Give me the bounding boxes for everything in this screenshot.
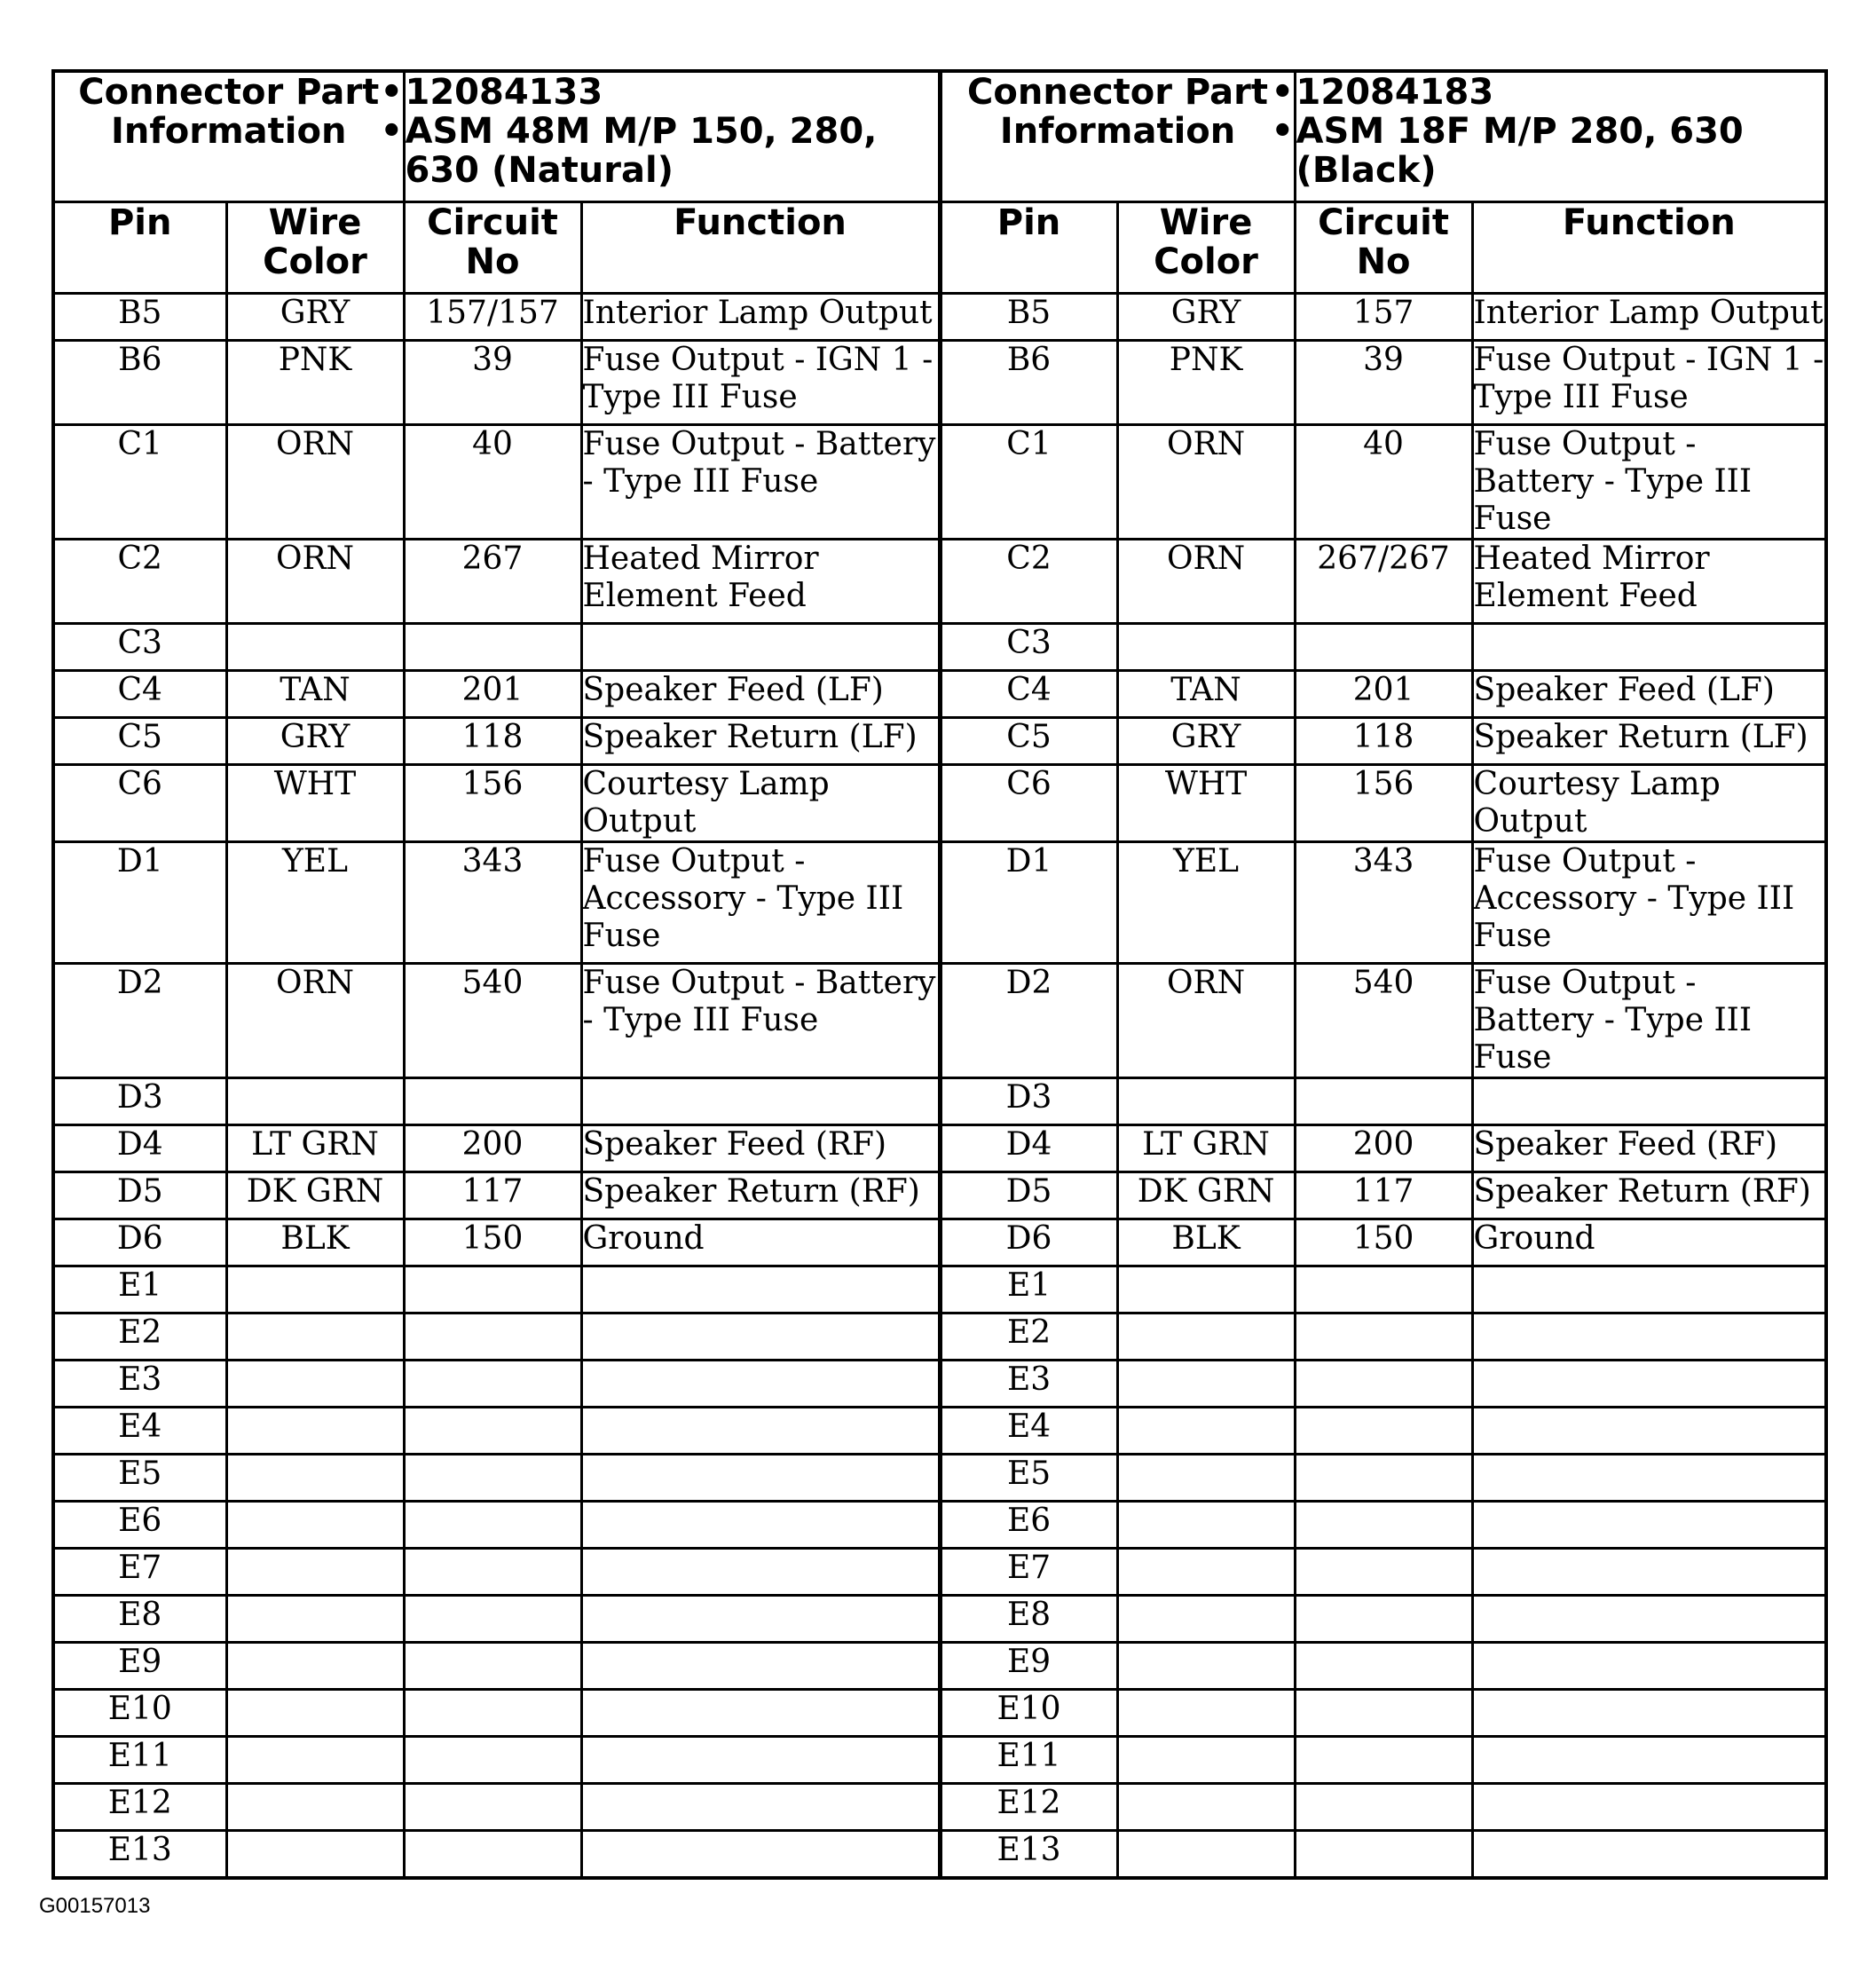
- right-circuit-no-cell: [1295, 1549, 1472, 1596]
- left-wire-color-cell: LT GRN: [226, 1125, 404, 1172]
- right-circuit-no-cell: [1295, 1266, 1472, 1314]
- left-part-number-text: 12084133: [405, 72, 603, 113]
- right-wire-color-cell: ORN: [1117, 540, 1295, 624]
- right-wire-color-cell: [1117, 1078, 1295, 1125]
- right-circuit-no-cell: [1295, 1502, 1472, 1549]
- left-pin-cell: D5: [53, 1172, 226, 1219]
- left-wire-color-cell: [226, 1078, 404, 1125]
- left-part-info: [380, 71, 940, 202]
- right-connector-label: Connector Part Information: [940, 71, 1295, 202]
- left-wire-color-cell: YEL: [226, 842, 404, 964]
- left-col-wire-color: Wire Color: [226, 202, 404, 294]
- right-pin-cell: D3: [940, 1078, 1117, 1125]
- right-function-cell: [1472, 1455, 1826, 1502]
- left-function-cell: [581, 1831, 940, 1879]
- right-function-cell: [1472, 1784, 1826, 1831]
- left-wire-color-cell: TAN: [226, 671, 404, 718]
- left-pin-cell: C2: [53, 540, 226, 624]
- right-wire-color-cell: [1117, 1831, 1295, 1879]
- table-row: [53, 1219, 1826, 1266]
- right-pin-cell: C5: [940, 718, 1117, 765]
- left-pin-cell: C5: [53, 718, 226, 765]
- left-wire-color-cell: [226, 1549, 404, 1596]
- left-circuit-no-cell: [404, 1549, 581, 1596]
- left-function-cell: [581, 1314, 940, 1361]
- left-wire-color-cell: [226, 1314, 404, 1361]
- right-circuit-no-cell: [1295, 1455, 1472, 1502]
- left-circuit-no-cell: [404, 624, 581, 671]
- left-function-cell: [581, 1455, 940, 1502]
- left-circuit-no-cell: 150: [404, 1219, 581, 1266]
- left-function-cell: [581, 624, 940, 671]
- left-function-cell: [581, 1643, 940, 1690]
- right-circuit-no-cell: [1295, 1596, 1472, 1643]
- left-pin-cell: E13: [53, 1831, 226, 1879]
- right-col-pin: Pin: [940, 202, 1117, 294]
- left-pin-cell: D6: [53, 1219, 226, 1266]
- left-pin-cell: E12: [53, 1784, 226, 1831]
- right-circuit-no-cell: 39: [1295, 341, 1472, 425]
- left-circuit-no-cell: [404, 1502, 581, 1549]
- left-pin-cell: C1: [53, 425, 226, 540]
- right-part-number-text: 12084183: [1296, 72, 1494, 113]
- right-function-cell: [1472, 624, 1826, 671]
- left-pin-cell: E10: [53, 1690, 226, 1737]
- left-circuit-no-cell: [404, 1314, 581, 1361]
- left-function-cell: [581, 1408, 940, 1455]
- left-circuit-no-cell: [404, 1408, 581, 1455]
- right-circuit-no-cell: 201: [1295, 671, 1472, 718]
- right-wire-color-cell: [1117, 1784, 1295, 1831]
- right-pin-cell: D6: [940, 1219, 1117, 1266]
- right-pin-cell: C3: [940, 624, 1117, 671]
- table-row: [53, 765, 1826, 842]
- left-wire-color-cell: [226, 1690, 404, 1737]
- table-row: [53, 1502, 1826, 1549]
- left-function-cell: Ground: [581, 1219, 940, 1266]
- table-row: [53, 1643, 1826, 1690]
- left-pin-cell: E11: [53, 1737, 226, 1784]
- left-col-function: Function: [581, 202, 940, 294]
- right-circuit-no-cell: 540: [1295, 964, 1472, 1078]
- table-row: [53, 1690, 1826, 1737]
- right-circuit-no-cell: [1295, 1361, 1472, 1408]
- right-pin-cell: C4: [940, 671, 1117, 718]
- left-function-cell: [581, 1266, 940, 1314]
- right-pin-cell: E5: [940, 1455, 1117, 1502]
- right-wire-color-cell: [1117, 624, 1295, 671]
- right-wire-color-cell: ORN: [1117, 425, 1295, 540]
- right-circuit-no-cell: [1295, 1831, 1472, 1879]
- right-circuit-no-cell: [1295, 1690, 1472, 1737]
- right-function-cell: Interior Lamp Output: [1472, 294, 1826, 341]
- left-function-cell: [581, 1361, 940, 1408]
- left-pin-cell: C6: [53, 765, 226, 842]
- right-circuit-no-cell: 118: [1295, 718, 1472, 765]
- connector-info-row: [53, 71, 1826, 202]
- right-function-cell: [1472, 1502, 1826, 1549]
- right-pin-cell: C6: [940, 765, 1117, 842]
- table-row: [53, 540, 1826, 624]
- right-pin-cell: E7: [940, 1549, 1117, 1596]
- left-wire-color-cell: [226, 1831, 404, 1879]
- left-function-cell: Heated Mirror Element Feed: [581, 540, 940, 624]
- left-wire-color-cell: [226, 624, 404, 671]
- left-circuit-no-cell: [404, 1737, 581, 1784]
- left-col-pin: Pin: [53, 202, 226, 294]
- left-wire-color-cell: ORN: [226, 540, 404, 624]
- right-circuit-no-cell: 343: [1295, 842, 1472, 964]
- left-function-cell: Speaker Feed (LF): [581, 671, 940, 718]
- table-row: [53, 1314, 1826, 1361]
- table-row: [53, 425, 1826, 540]
- right-pin-cell: C1: [940, 425, 1117, 540]
- table-row: [53, 341, 1826, 425]
- figure-id: G00157013: [39, 1894, 151, 1918]
- right-pin-cell: D1: [940, 842, 1117, 964]
- left-pin-cell: E3: [53, 1361, 226, 1408]
- left-wire-color-cell: [226, 1266, 404, 1314]
- connector-pinout-table: [51, 69, 1828, 1880]
- right-function-cell: Speaker Feed (RF): [1472, 1125, 1826, 1172]
- left-pin-cell: D4: [53, 1125, 226, 1172]
- left-circuit-no-cell: 118: [404, 718, 581, 765]
- right-pin-cell: E2: [940, 1314, 1117, 1361]
- right-pin-cell: E11: [940, 1737, 1117, 1784]
- left-connector-label: Connector Part Information: [53, 71, 404, 202]
- right-function-cell: Courtesy Lamp Output: [1472, 765, 1826, 842]
- left-circuit-no-cell: 343: [404, 842, 581, 964]
- table-row: [53, 718, 1826, 765]
- left-wire-color-cell: DK GRN: [226, 1172, 404, 1219]
- right-circuit-no-cell: 117: [1295, 1172, 1472, 1219]
- right-function-cell: [1472, 1408, 1826, 1455]
- right-pin-cell: D5: [940, 1172, 1117, 1219]
- right-circuit-no-cell: [1295, 1078, 1472, 1125]
- table-row: [53, 1737, 1826, 1784]
- left-circuit-no-cell: [404, 1784, 581, 1831]
- left-circuit-no-cell: 201: [404, 671, 581, 718]
- right-wire-color-cell: [1117, 1502, 1295, 1549]
- right-circuit-no-cell: [1295, 1643, 1472, 1690]
- right-function-cell: [1472, 1549, 1826, 1596]
- left-pin-cell: E9: [53, 1643, 226, 1690]
- right-wire-color-cell: [1117, 1314, 1295, 1361]
- bullet-icon: •: [1271, 111, 1295, 152]
- right-circuit-no-cell: 40: [1295, 425, 1472, 540]
- left-wire-color-cell: BLK: [226, 1219, 404, 1266]
- right-circuit-no-cell: [1295, 1737, 1472, 1784]
- left-pin-cell: D1: [53, 842, 226, 964]
- right-part-description: [1271, 111, 1825, 191]
- table-row: [53, 1125, 1826, 1172]
- left-part-description: [380, 111, 938, 191]
- left-pin-cell: D2: [53, 964, 226, 1078]
- left-wire-color-cell: ORN: [226, 964, 404, 1078]
- bullet-icon: •: [380, 72, 404, 113]
- left-circuit-no-cell: [404, 1078, 581, 1125]
- right-wire-color-cell: [1117, 1596, 1295, 1643]
- right-function-cell: [1472, 1361, 1826, 1408]
- right-wire-color-cell: [1117, 1737, 1295, 1784]
- left-wire-color-cell: [226, 1455, 404, 1502]
- right-circuit-no-cell: [1295, 624, 1472, 671]
- left-wire-color-cell: [226, 1737, 404, 1784]
- left-wire-color-cell: GRY: [226, 718, 404, 765]
- right-wire-color-cell: PNK: [1117, 341, 1295, 425]
- right-function-cell: [1472, 1596, 1826, 1643]
- right-pin-cell: E10: [940, 1690, 1117, 1737]
- right-part-description-text: ASM 18F M/P 280, 630 (Black): [1296, 111, 1744, 191]
- left-wire-color-cell: [226, 1408, 404, 1455]
- right-function-cell: Speaker Return (RF): [1472, 1172, 1826, 1219]
- table-row: [53, 1596, 1826, 1643]
- right-part-info: [1271, 71, 1826, 202]
- left-function-cell: [581, 1502, 940, 1549]
- left-circuit-no-cell: 117: [404, 1172, 581, 1219]
- right-wire-color-cell: [1117, 1549, 1295, 1596]
- right-wire-color-cell: GRY: [1117, 718, 1295, 765]
- right-function-cell: Speaker Return (LF): [1472, 718, 1826, 765]
- right-part-number: [1271, 72, 1825, 113]
- left-wire-color-cell: WHT: [226, 765, 404, 842]
- right-pin-cell: C2: [940, 540, 1117, 624]
- right-pin-cell: E6: [940, 1502, 1117, 1549]
- table-row: [53, 624, 1826, 671]
- table-row: [53, 842, 1826, 964]
- left-pin-cell: C4: [53, 671, 226, 718]
- right-wire-color-cell: [1117, 1455, 1295, 1502]
- left-wire-color-cell: GRY: [226, 294, 404, 341]
- table-row: [53, 1831, 1826, 1879]
- right-circuit-no-cell: 157: [1295, 294, 1472, 341]
- left-wire-color-cell: [226, 1596, 404, 1643]
- left-circuit-no-cell: [404, 1643, 581, 1690]
- table-row: [53, 671, 1826, 718]
- left-circuit-no-cell: [404, 1690, 581, 1737]
- right-wire-color-cell: [1117, 1643, 1295, 1690]
- left-pin-cell: E4: [53, 1408, 226, 1455]
- right-circuit-no-cell: [1295, 1314, 1472, 1361]
- right-pin-cell: E12: [940, 1784, 1117, 1831]
- right-col-wire-color: Wire Color: [1117, 202, 1295, 294]
- right-circuit-no-cell: 200: [1295, 1125, 1472, 1172]
- right-function-cell: [1472, 1643, 1826, 1690]
- left-function-cell: [581, 1078, 940, 1125]
- left-circuit-no-cell: 540: [404, 964, 581, 1078]
- left-function-cell: Fuse Output - Battery - Type III Fuse: [581, 964, 940, 1078]
- right-circuit-no-cell: 150: [1295, 1219, 1472, 1266]
- left-function-cell: Fuse Output - Battery - Type III Fuse: [581, 425, 940, 540]
- right-pin-cell: E3: [940, 1361, 1117, 1408]
- left-function-cell: Fuse Output - Accessory - Type III Fuse: [581, 842, 940, 964]
- table-row: [53, 1172, 1826, 1219]
- left-pin-cell: E5: [53, 1455, 226, 1502]
- left-function-cell: [581, 1737, 940, 1784]
- right-circuit-no-cell: [1295, 1784, 1472, 1831]
- right-wire-color-cell: WHT: [1117, 765, 1295, 842]
- left-wire-color-cell: ORN: [226, 425, 404, 540]
- right-function-cell: [1472, 1737, 1826, 1784]
- right-col-circuit-no: Circuit No: [1295, 202, 1472, 294]
- right-pin-cell: E1: [940, 1266, 1117, 1314]
- left-circuit-no-cell: [404, 1361, 581, 1408]
- left-function-cell: Fuse Output - IGN 1 - Type III Fuse: [581, 341, 940, 425]
- left-circuit-no-cell: 39: [404, 341, 581, 425]
- left-pin-cell: E6: [53, 1502, 226, 1549]
- left-pin-cell: E2: [53, 1314, 226, 1361]
- left-function-cell: [581, 1690, 940, 1737]
- right-wire-color-cell: [1117, 1690, 1295, 1737]
- table-row: [53, 1455, 1826, 1502]
- right-wire-color-cell: GRY: [1117, 294, 1295, 341]
- left-circuit-no-cell: [404, 1266, 581, 1314]
- right-function-cell: [1472, 1078, 1826, 1125]
- table-row: [53, 1549, 1826, 1596]
- table-row: [53, 1361, 1826, 1408]
- left-circuit-no-cell: [404, 1596, 581, 1643]
- right-wire-color-cell: YEL: [1117, 842, 1295, 964]
- right-pin-cell: E13: [940, 1831, 1117, 1879]
- right-circuit-no-cell: 156: [1295, 765, 1472, 842]
- left-circuit-no-cell: [404, 1455, 581, 1502]
- right-wire-color-cell: ORN: [1117, 964, 1295, 1078]
- table-row: [53, 294, 1826, 341]
- right-circuit-no-cell: 267/267: [1295, 540, 1472, 624]
- table-row: [53, 964, 1826, 1078]
- right-wire-color-cell: LT GRN: [1117, 1125, 1295, 1172]
- right-function-cell: Fuse Output - Battery - Type III Fuse: [1472, 964, 1826, 1078]
- left-wire-color-cell: [226, 1361, 404, 1408]
- right-function-cell: [1472, 1266, 1826, 1314]
- pin-rows: [53, 294, 1826, 1879]
- right-pin-cell: E9: [940, 1643, 1117, 1690]
- right-pin-cell: D2: [940, 964, 1117, 1078]
- right-pin-cell: E4: [940, 1408, 1117, 1455]
- right-wire-color-cell: [1117, 1361, 1295, 1408]
- left-circuit-no-cell: 40: [404, 425, 581, 540]
- table-row: [53, 1078, 1826, 1125]
- table-row: [53, 1408, 1826, 1455]
- left-pin-cell: B5: [53, 294, 226, 341]
- left-pin-cell: B6: [53, 341, 226, 425]
- left-pin-cell: E1: [53, 1266, 226, 1314]
- left-function-cell: Speaker Return (LF): [581, 718, 940, 765]
- right-wire-color-cell: BLK: [1117, 1219, 1295, 1266]
- right-function-cell: [1472, 1314, 1826, 1361]
- left-part-description-text: ASM 48M M/P 150, 280, 630 (Natural): [405, 111, 878, 191]
- left-function-cell: [581, 1549, 940, 1596]
- left-function-cell: Interior Lamp Output: [581, 294, 940, 341]
- right-circuit-no-cell: [1295, 1408, 1472, 1455]
- left-col-circuit-no: Circuit No: [404, 202, 581, 294]
- right-function-cell: Ground: [1472, 1219, 1826, 1266]
- left-wire-color-cell: [226, 1784, 404, 1831]
- left-circuit-no-cell: 157/157: [404, 294, 581, 341]
- left-circuit-no-cell: 156: [404, 765, 581, 842]
- right-function-cell: [1472, 1831, 1826, 1879]
- table-row: [53, 1266, 1826, 1314]
- left-pin-cell: D3: [53, 1078, 226, 1125]
- right-wire-color-cell: DK GRN: [1117, 1172, 1295, 1219]
- left-wire-color-cell: PNK: [226, 341, 404, 425]
- left-circuit-no-cell: 267: [404, 540, 581, 624]
- bullet-icon: •: [1271, 72, 1295, 113]
- right-wire-color-cell: TAN: [1117, 671, 1295, 718]
- right-function-cell: [1472, 1690, 1826, 1737]
- table-row: [53, 1784, 1826, 1831]
- right-pin-cell: E8: [940, 1596, 1117, 1643]
- left-function-cell: Speaker Return (RF): [581, 1172, 940, 1219]
- column-header-row: [53, 202, 1826, 294]
- left-circuit-no-cell: 200: [404, 1125, 581, 1172]
- left-function-cell: Speaker Feed (RF): [581, 1125, 940, 1172]
- left-circuit-no-cell: [404, 1831, 581, 1879]
- right-pin-cell: B6: [940, 341, 1117, 425]
- left-pin-cell: E8: [53, 1596, 226, 1643]
- left-function-cell: Courtesy Lamp Output: [581, 765, 940, 842]
- bullet-icon: •: [380, 111, 404, 152]
- right-function-cell: Fuse Output - Accessory - Type III Fuse: [1472, 842, 1826, 964]
- left-pin-cell: C3: [53, 624, 226, 671]
- left-wire-color-cell: [226, 1502, 404, 1549]
- left-pin-cell: E7: [53, 1549, 226, 1596]
- left-wire-color-cell: [226, 1643, 404, 1690]
- right-pin-cell: B5: [940, 294, 1117, 341]
- left-part-number: [380, 72, 938, 113]
- right-col-function: Function: [1472, 202, 1826, 294]
- right-wire-color-cell: [1117, 1266, 1295, 1314]
- right-function-cell: Fuse Output - Battery - Type III Fuse: [1472, 425, 1826, 540]
- left-function-cell: [581, 1596, 940, 1643]
- left-function-cell: [581, 1784, 940, 1831]
- right-pin-cell: D4: [940, 1125, 1117, 1172]
- right-function-cell: Fuse Output - IGN 1 - Type III Fuse: [1472, 341, 1826, 425]
- right-function-cell: Heated Mirror Element Feed: [1472, 540, 1826, 624]
- right-wire-color-cell: [1117, 1408, 1295, 1455]
- right-function-cell: Speaker Feed (LF): [1472, 671, 1826, 718]
